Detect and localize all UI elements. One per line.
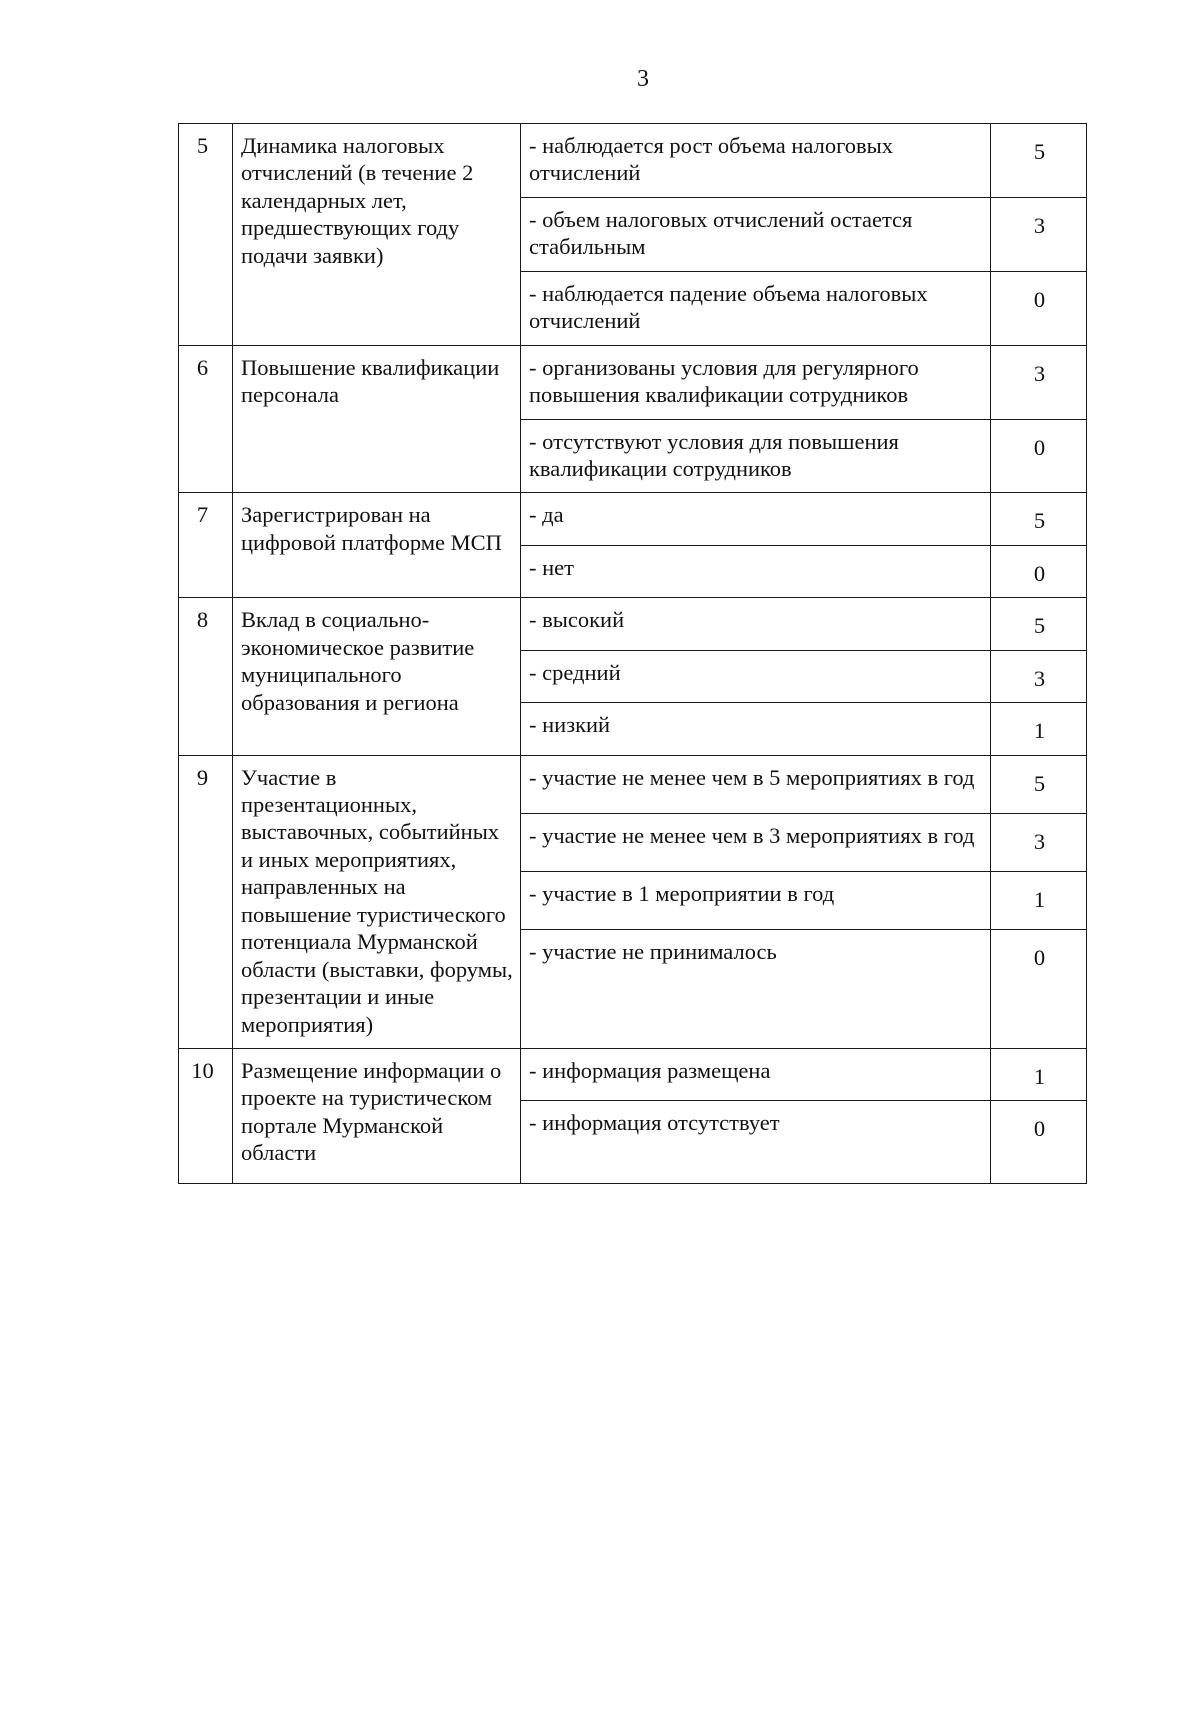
criterion-number: 7: [179, 493, 233, 598]
option-score: 0: [991, 545, 1087, 597]
option-score: 1: [991, 871, 1087, 929]
option-score: 5: [991, 124, 1087, 198]
criterion-number: 8: [179, 598, 233, 755]
option-text: - высокий: [521, 598, 991, 650]
option-score: 1: [991, 703, 1087, 755]
criterion-name: Повышение квалификации персонала: [233, 345, 521, 493]
option-score: 3: [991, 197, 1087, 271]
option-text: - отсутствуют условия для повышения квалификации сотрудников: [521, 419, 991, 493]
option-text: - организованы условия для регулярного повышения квалификации сотрудников: [521, 345, 991, 419]
option-score: 3: [991, 650, 1087, 702]
table-row: [179, 345, 1087, 419]
option-score: 5: [991, 755, 1087, 813]
option-text: - участие не менее чем в 5 мероприятиях в год: [521, 755, 991, 813]
criterion-name: Участие в презентационных, выставочных, событийных и иных мероприятиях, направленных на повышение туристического потенциала Мурманской области (выставки, форумы, презентации и иные мероприятия): [233, 755, 521, 1048]
option-text: - наблюдается падение объема налоговых отчислений: [521, 271, 991, 345]
option-score: 0: [991, 1101, 1087, 1184]
option-text: - участие не менее чем в 3 мероприятиях в год: [521, 813, 991, 871]
option-text: - объем налоговых отчислений остается стабильным: [521, 197, 991, 271]
option-score: 0: [991, 271, 1087, 345]
option-score: 5: [991, 493, 1087, 545]
option-score: 5: [991, 598, 1087, 650]
criterion-number: 5: [179, 124, 233, 346]
option-text: - низкий: [521, 703, 991, 755]
criterion-name: Динамика налоговых отчислений (в течение 2 календарных лет, предшествующих году подачи заявки): [233, 124, 521, 346]
criterion-number: 6: [179, 345, 233, 493]
criterion-name: Зарегистрирован на цифровой платформе МСП: [233, 493, 521, 598]
option-text: - участие в 1 мероприятии в год: [521, 871, 991, 929]
table-row: [179, 1048, 1087, 1100]
criterion-name: Вклад в социально-экономическое развитие муниципального образования и региона: [233, 598, 521, 755]
option-score: 0: [991, 929, 1087, 1048]
option-text: - да: [521, 493, 991, 545]
page-number: 3: [637, 66, 649, 92]
option-score: 1: [991, 1048, 1087, 1100]
option-text: - средний: [521, 650, 991, 702]
option-score: 0: [991, 419, 1087, 493]
option-text: - нет: [521, 545, 991, 597]
option-score: 3: [991, 345, 1087, 419]
option-text: - информация размещена: [521, 1048, 991, 1100]
option-text: - информация отсутствует: [521, 1101, 991, 1184]
criteria-table: [178, 123, 1087, 1184]
criterion-number: 10: [179, 1048, 233, 1183]
option-score: 3: [991, 813, 1087, 871]
table-row: [179, 493, 1087, 545]
option-text: - участие не принималось: [521, 929, 991, 1048]
criterion-name: Размещение информации о проекте на туристическом портале Мурманской области: [233, 1048, 521, 1183]
table-row: [179, 598, 1087, 650]
table-row: [179, 124, 1087, 198]
table-row: [179, 755, 1087, 813]
criterion-number: 9: [179, 755, 233, 1048]
option-text: - наблюдается рост объема налоговых отчислений: [521, 124, 991, 198]
